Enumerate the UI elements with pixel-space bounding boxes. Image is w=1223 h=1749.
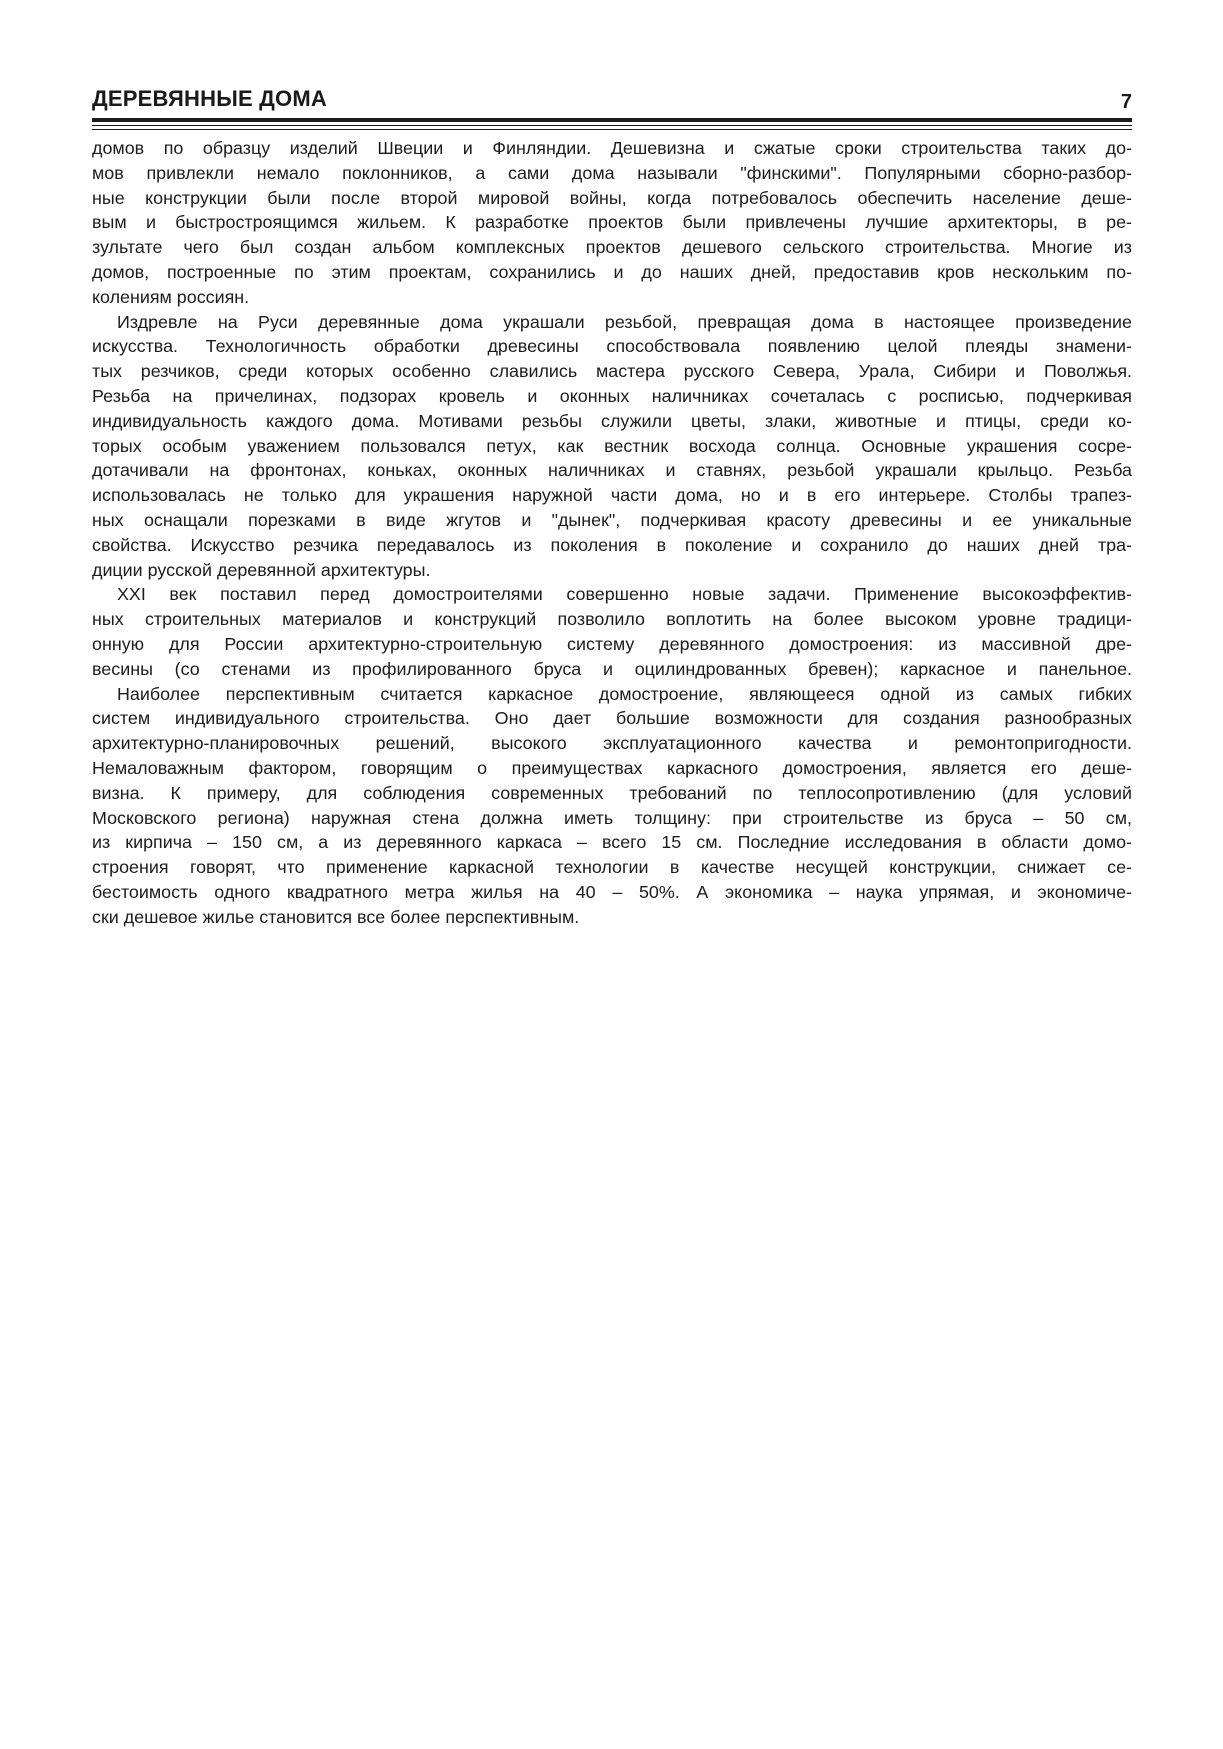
text-line: искусства. Технологичность обработки древесины способствовала появлению целой плеяды знамени- <box>92 336 1132 357</box>
text-line: индивидуальность каждого дома. Мотивами резьбы служили цветы, злаки, животные и птицы, среди ко- <box>92 410 1132 431</box>
text-line: домов по образцу изделий Швеции и Финляндии. Дешевизна и сжатые сроки строительства таких до- <box>92 138 1132 158</box>
text-line: ных строительных материалов и конструкций позволило воплотить на более высоком уровне традици- <box>92 609 1132 630</box>
text-line: Резьба на причелинах, подзорах кровель и оконных наличниках сочеталась с росписью, подчеркивая <box>92 385 1132 406</box>
text-line: свойства. Искусство резчика передавалось из поколения в поколение и сохранило до наших дней тра- <box>92 534 1132 555</box>
text-line: домов, построенные по этим проектам, сохранились и до наших дней, предоставив кров нескольким по- <box>92 261 1132 282</box>
document-page <box>92 86 1132 930</box>
page-number: 7 <box>1120 91 1132 113</box>
section-title: ДЕРЕВЯННЫЕ ДОМА <box>92 86 327 111</box>
text-line: из кирпича – 150 см, а из деревянного каркаса – всего 15 см. Последние исследования в области домо- <box>92 832 1132 853</box>
header-rule <box>92 118 1132 130</box>
text-line: диции русской деревянной архитектуры. <box>92 559 431 580</box>
text-line: визна. К примеру, для соблюдения современных требований по теплосопротивлению (для условий <box>92 782 1132 803</box>
text-line: вым и быстростроящимся жильем. К разработке проектов были привлечены лучшие архитекторы, в ре- <box>92 212 1132 233</box>
text-line: Московского региона) наружная стена должна иметь толщину: при строительстве из бруса – 50 см, <box>92 807 1132 828</box>
paragraph <box>92 310 1132 583</box>
text-line: систем индивидуального строительства. Оно дает большие возможности для создания разнообразных <box>92 708 1132 729</box>
header-rule-thin <box>92 125 1132 126</box>
text-line: ски дешевое жилье становится все более перспективным. <box>92 906 580 927</box>
text-line: весины (со стенами из профилированного бруса и оцилиндрованных бревен); каркасное и панельное. <box>92 658 1132 679</box>
text-line: использовалась не только для украшения наружной части дома, но и в его интерьере. Столбы трапез- <box>92 485 1132 506</box>
text-line: бестоимость одного квадратного метра жилья на 40 – 50%. А экономика – наука упрямая, и экономиче- <box>92 881 1132 902</box>
text-line: тых резчиков, среди которых особенно славились мастера русского Севера, Урала, Сибири и Поволжья. <box>92 361 1132 382</box>
text-line: XXI век поставил перед домостроителями совершенно новые задачи. Применение высокоэффектив- <box>117 584 1132 605</box>
text-line: торых особым уважением пользовался петух, как вестник восхода солнца. Основные украшения сосре- <box>92 435 1132 456</box>
text-line: дотачивали на фронтонах, коньках, оконных наличниках и ставнях, резьбой украшали крыльцо. Резьба <box>92 460 1132 481</box>
text-line: мов привлекли немало поклонников, а сами дома называли "финскими". Популярными сборно-разбор- <box>92 162 1132 183</box>
paragraph <box>92 136 1132 310</box>
text-line: строения говорят, что применение каркасной технологии в качестве несущей конструкции, снижает се- <box>92 857 1132 878</box>
text-line: зультате чего был создан альбом комплексных проектов дешевого сельского строительства. Многие из <box>92 237 1132 258</box>
text-line: ные конструкции были после второй мировой войны, когда потребовалось обеспечить население деше- <box>92 187 1132 208</box>
text-line: Издревле на Руси деревянные дома украшали резьбой, превращая дома в настоящее произведение <box>117 311 1132 332</box>
body-text <box>92 136 1132 930</box>
paragraph <box>92 682 1132 930</box>
paragraph <box>92 582 1132 681</box>
text-line: онную для России архитектурно-строительную систему деревянного домостроения: из массивной дре- <box>92 633 1132 654</box>
text-line: ных оснащали порезками в виде жгутов и "дынек", подчеркивая красоту древесины и ее уникальные <box>92 509 1132 530</box>
text-line: Наиболее перспективным считается каркасное домостроение, являющееся одной из самых гибких <box>117 683 1132 704</box>
header-rule-thick <box>92 118 1132 122</box>
text-line: колениям россиян. <box>92 286 250 307</box>
header-rule-thin <box>92 129 1132 130</box>
text-line: Немаловажным фактором, говорящим о преимуществах каркасного домостроения, является его деше- <box>92 757 1132 778</box>
text-line: архитектурно-планировочных решений, высокого эксплуатационного качества и ремонтопригодности. <box>92 733 1132 754</box>
running-head <box>92 86 1132 118</box>
